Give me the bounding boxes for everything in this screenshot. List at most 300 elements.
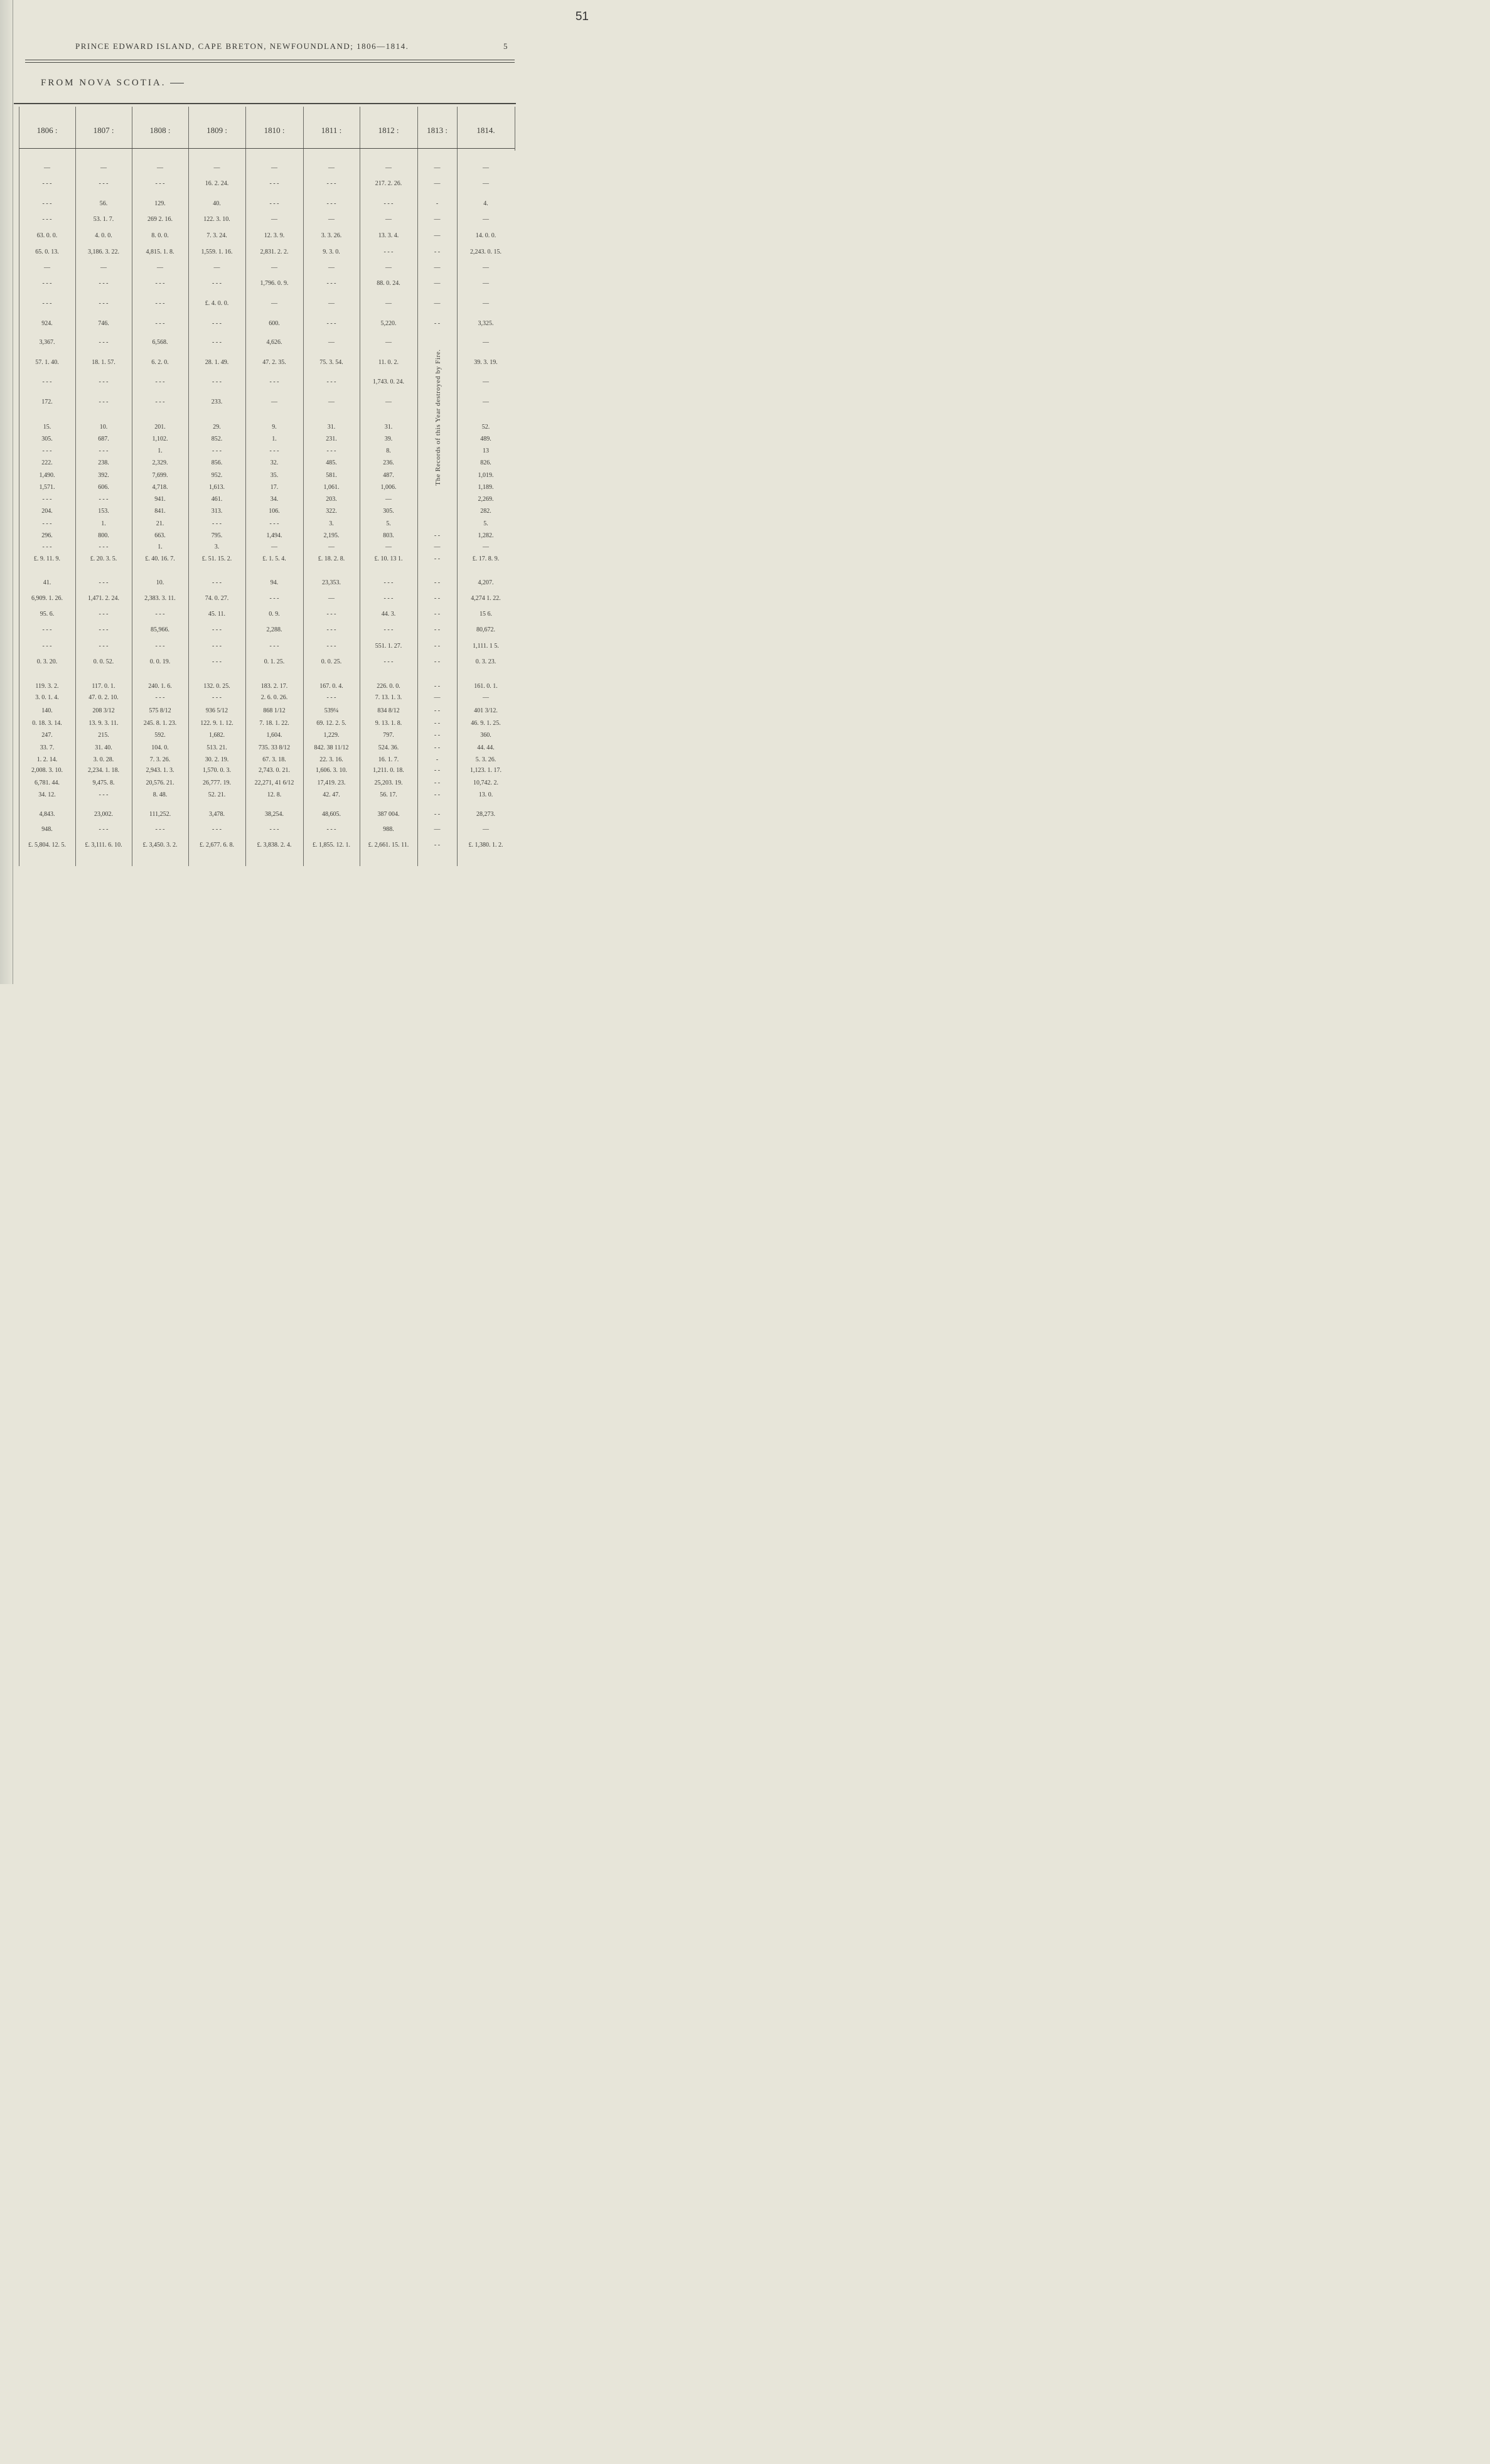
- table-cell: —: [271, 544, 277, 550]
- table-cell: —: [385, 300, 392, 307]
- year-header: 1812 :: [378, 126, 399, 135]
- table-cell: 25,203. 19.: [374, 779, 403, 786]
- table-cell: 56.: [99, 200, 108, 207]
- table-cell: - -: [434, 683, 441, 690]
- table-cell: 35.: [270, 472, 279, 479]
- table-cell: - - -: [212, 378, 222, 385]
- table-cell: 122. 3. 10.: [203, 216, 230, 223]
- table-cell: 392.: [98, 472, 109, 479]
- table-cell: 42. 47.: [323, 791, 340, 798]
- table-cell: 2,943. 1. 3.: [146, 767, 174, 774]
- table-cell: 0. 3. 23.: [475, 658, 496, 665]
- table-cell: —: [483, 339, 489, 346]
- table-cell: 245. 8. 1. 23.: [143, 720, 177, 727]
- table-cell: 952.: [211, 472, 223, 479]
- table-cell: 5. 3. 26.: [475, 756, 496, 763]
- table-cell: —: [434, 300, 441, 307]
- table-cell: 0. 0. 25.: [321, 658, 342, 665]
- table-cell: 16. 2. 24.: [205, 180, 229, 187]
- table-cell: 183. 2. 17.: [260, 683, 288, 690]
- table-cell: 9. 3. 0.: [323, 249, 340, 255]
- year-header: 1809 :: [206, 126, 227, 135]
- table-cell: - - -: [99, 611, 109, 618]
- table-top-rule: [14, 103, 516, 104]
- table-cell: 1,570. 0. 3.: [203, 767, 231, 774]
- header-rule: [19, 148, 515, 149]
- table-cell: 842. 38 11/12: [314, 744, 349, 751]
- table-cell: 29.: [213, 424, 221, 431]
- table-cell: 12. 8.: [267, 791, 282, 798]
- table-cell: - - -: [99, 496, 109, 503]
- table-cell: - - -: [99, 579, 109, 586]
- table-cell: 247.: [41, 732, 53, 739]
- table-cell: £. 3,838. 2. 4.: [257, 842, 292, 849]
- table-cell: 23,002.: [94, 811, 113, 818]
- table-cell: 215.: [98, 732, 109, 739]
- table-cell: - - -: [326, 378, 336, 385]
- table-cell: 322.: [326, 508, 337, 515]
- table-cell: £. 51. 15. 2.: [201, 555, 232, 562]
- table-cell: - -: [434, 779, 441, 786]
- table-cell: 7. 18. 1. 22.: [259, 720, 289, 727]
- table-cell: 2,195.: [323, 532, 340, 539]
- table-cell: 106.: [269, 508, 280, 515]
- table-cell: 1,123. 1. 17.: [470, 767, 501, 774]
- table-cell: 56. 17.: [380, 791, 397, 798]
- table-cell: 80,672.: [476, 626, 495, 633]
- table-cell: 48,605.: [322, 811, 341, 818]
- table-cell: - - -: [99, 280, 109, 287]
- table-cell: 305.: [383, 508, 394, 515]
- table-cell: 7,699.: [152, 472, 168, 479]
- table-cell: 10,742. 2.: [473, 779, 498, 786]
- table-cell: —: [434, 180, 441, 187]
- head-rule-bottom: [25, 62, 515, 63]
- table-cell: 28. 1. 49.: [205, 359, 229, 366]
- year-header: 1808 :: [149, 126, 171, 135]
- table-cell: - - -: [212, 320, 222, 327]
- table-cell: 6,781. 44.: [35, 779, 60, 786]
- table-cell: 4,843.: [39, 811, 55, 818]
- table-cell: - - -: [99, 378, 109, 385]
- table-cell: 834 8/12: [377, 707, 400, 714]
- table-cell: —: [100, 164, 107, 171]
- table-cell: 1,211. 0. 18.: [373, 767, 404, 774]
- table-cell: - -: [434, 842, 441, 849]
- table-cell: 1.: [101, 520, 106, 527]
- table-cell: £. 1,855. 12. 1.: [313, 842, 350, 849]
- table-cell: 129.: [154, 200, 166, 207]
- table-cell: —: [100, 264, 107, 271]
- table-cell: 45. 11.: [208, 611, 226, 618]
- table-cell: - - -: [155, 280, 165, 287]
- table-cell: 16. 1. 7.: [378, 756, 399, 763]
- table-cell: 21.: [156, 520, 164, 527]
- table-cell: 22,271, 41 6/12: [254, 779, 294, 786]
- table-cell: - -: [434, 732, 441, 739]
- table-cell: 663.: [154, 532, 166, 539]
- table-cell: £. 9. 11. 9.: [33, 555, 61, 562]
- table-cell: - - -: [383, 626, 394, 633]
- table-cell: 2,329.: [152, 459, 168, 466]
- table-cell: - -: [434, 579, 441, 586]
- table-cell: —: [271, 164, 277, 171]
- table-cell: 3,325.: [478, 320, 494, 327]
- running-head: [75, 41, 515, 51]
- table-cell: 1,682.: [209, 732, 225, 739]
- table-cell: 746.: [98, 320, 109, 327]
- table-cell: 122. 9. 1. 12.: [200, 720, 233, 727]
- table-cell: 4,207.: [478, 579, 494, 586]
- table-cell: - - -: [212, 658, 222, 665]
- table-cell: - - -: [212, 826, 222, 833]
- table-cell: 28,273.: [476, 811, 495, 818]
- table-cell: 2,243. 0. 15.: [470, 249, 501, 255]
- table-cell: - - -: [42, 378, 52, 385]
- table-cell: - - -: [155, 300, 165, 307]
- table-cell: 3.: [214, 544, 220, 550]
- table-cell: - - -: [383, 579, 394, 586]
- table-cell: £. 3,450. 3. 2.: [142, 842, 178, 849]
- table-cell: 1,282.: [478, 532, 494, 539]
- table-cell: 0. 0. 19.: [149, 658, 171, 665]
- table-cell: 5,220.: [380, 320, 397, 327]
- table-cell: £. 1. 5. 4.: [262, 555, 286, 562]
- table-cell: —: [483, 826, 489, 833]
- table-cell: —: [385, 264, 392, 271]
- table-cell: - -: [434, 595, 441, 602]
- table-cell: - - -: [42, 280, 52, 287]
- table-cell: —: [328, 164, 335, 171]
- table-cell: - - -: [99, 399, 109, 405]
- table-cell: 31. 40.: [95, 744, 112, 751]
- table-cell: 606.: [98, 484, 109, 491]
- table-cell: 0. 1. 25.: [264, 658, 285, 665]
- table-cell: 208 3/12: [92, 707, 115, 714]
- table-cell: —: [385, 399, 392, 405]
- table-cell: 1,613.: [209, 484, 225, 491]
- table-cell: 233.: [211, 399, 223, 405]
- table-cell: —: [483, 264, 489, 271]
- table-cell: - - -: [99, 626, 109, 633]
- table-cell: 20,576. 21.: [146, 779, 174, 786]
- table-cell: - -: [434, 643, 441, 650]
- table-cell: 52.: [481, 424, 490, 431]
- table-cell: -: [436, 200, 439, 207]
- table-cell: —: [385, 544, 392, 550]
- table-cell: —: [213, 164, 220, 171]
- table-cell: —: [157, 164, 163, 171]
- table-cell: -: [436, 756, 439, 763]
- year-header: 1806 :: [36, 126, 58, 135]
- table-cell: - - -: [326, 180, 336, 187]
- table-cell: £. 4. 0. 0.: [205, 300, 229, 307]
- table-cell: 74. 0. 27.: [205, 595, 229, 602]
- table-cell: 38,254.: [265, 811, 284, 818]
- table-cell: 201.: [154, 424, 166, 431]
- table-cell: 85,966.: [151, 626, 169, 633]
- table-cell: 14. 0. 0.: [475, 232, 496, 239]
- table-cell: 2,383. 3. 11.: [144, 595, 176, 602]
- table-cell: 539¼: [324, 707, 339, 714]
- table-cell: —: [385, 496, 392, 503]
- table-cell: - -: [434, 767, 441, 774]
- table-cell: 204.: [41, 508, 53, 515]
- table-cell: —: [271, 216, 277, 223]
- table-cell: 1,743. 0. 24.: [373, 378, 404, 385]
- table-cell: 222.: [41, 459, 53, 466]
- table-cell: 17,419. 23.: [317, 779, 346, 786]
- table-cell: - - -: [99, 643, 109, 650]
- table-cell: 132. 0. 25.: [203, 683, 230, 690]
- table-cell: 360.: [480, 732, 491, 739]
- table-cell: - - -: [212, 280, 222, 287]
- table-cell: 0. 9.: [269, 611, 280, 618]
- table-cell: £. 2,661. 15. 11.: [368, 842, 409, 849]
- table-cell: 841.: [154, 508, 166, 515]
- table-cell: 1,571.: [39, 484, 55, 491]
- table-cell: 231.: [326, 436, 337, 442]
- table-cell: 8.: [386, 447, 391, 454]
- table-cell: - - -: [42, 496, 52, 503]
- table-cell: £. 5,804. 12. 5.: [28, 842, 66, 849]
- table-cell: 3,186. 3. 22.: [88, 249, 119, 255]
- table-cell: £. 18. 2. 8.: [318, 555, 345, 562]
- table-cell: - - -: [269, 643, 279, 650]
- table-cell: - - -: [383, 658, 394, 665]
- table-cell: 57. 1. 40.: [35, 359, 59, 366]
- table-cell: 47. 2. 35.: [262, 359, 286, 366]
- table-cell: 217. 2. 26.: [375, 180, 402, 187]
- table-cell: 8. 0. 0.: [151, 232, 169, 239]
- table-cell: 41.: [43, 579, 51, 586]
- table-cell: —: [385, 339, 392, 346]
- table-cell: 15.: [43, 424, 51, 431]
- table-cell: 868 1/12: [263, 707, 286, 714]
- table-cell: - -: [434, 555, 441, 562]
- table-cell: - - -: [155, 611, 165, 618]
- table-cell: 161. 0. 1.: [474, 683, 498, 690]
- table-cell: - - -: [155, 320, 165, 327]
- table-cell: - -: [434, 532, 441, 539]
- table-cell: - - -: [212, 643, 222, 650]
- table-cell: 687.: [98, 436, 109, 442]
- table-cell: 2,234. 1. 18.: [88, 767, 119, 774]
- table-cell: 3. 0. 28.: [93, 756, 114, 763]
- table-cell: - -: [434, 249, 441, 255]
- table-cell: 797.: [383, 732, 394, 739]
- table-cell: 735. 33 8/12: [258, 744, 291, 751]
- table-cell: 2. 6. 0. 26.: [260, 694, 288, 701]
- table-cell: 31.: [384, 424, 393, 431]
- table-cell: - - -: [42, 626, 52, 633]
- section-title: FROM NOVA SCOTIA.: [41, 78, 184, 88]
- table-cell: —: [483, 280, 489, 287]
- table-cell: —: [328, 216, 335, 223]
- table-cell: 296.: [41, 532, 53, 539]
- table-cell: 40.: [213, 200, 221, 207]
- table-cell: 7. 3. 24.: [206, 232, 227, 239]
- table-cell: 69. 12. 2. 5.: [316, 720, 346, 727]
- table-cell: - - -: [326, 447, 336, 454]
- table-cell: 13. 0.: [478, 791, 493, 798]
- table-cell: 387 004.: [377, 811, 400, 818]
- table-cell: - -: [434, 720, 441, 727]
- table-cell: - - -: [99, 544, 109, 550]
- table-cell: - - -: [269, 378, 279, 385]
- table-cell: - - -: [155, 180, 165, 187]
- table-cell: 7. 3. 26.: [149, 756, 171, 763]
- table-cell: —: [157, 264, 163, 271]
- table-cell: 0. 3. 20.: [36, 658, 58, 665]
- year-header: 1814.: [476, 126, 495, 135]
- table-cell: - - -: [326, 320, 336, 327]
- page-number: 51: [575, 10, 589, 23]
- table-cell: 9,475. 8.: [92, 779, 115, 786]
- table-cell: —: [385, 216, 392, 223]
- table-cell: 6,909. 1. 26.: [31, 595, 63, 602]
- table-cell: 305.: [41, 436, 53, 442]
- table-cell: —: [483, 180, 489, 187]
- table-cell: 988.: [383, 826, 394, 833]
- table-cell: —: [328, 544, 335, 550]
- table-cell: 1.: [158, 447, 163, 454]
- table-cell: - - -: [326, 826, 336, 833]
- table-cell: —: [44, 264, 50, 271]
- table-cell: 4,718.: [152, 484, 168, 491]
- table-cell: 52. 21.: [208, 791, 226, 798]
- table-cell: £. 3,111. 6. 10.: [85, 842, 122, 849]
- table-cell: 1.: [158, 544, 163, 550]
- table-cell: 9. 13. 1. 8.: [375, 720, 402, 727]
- table-cell: 1,189.: [478, 484, 494, 491]
- table-cell: 5.: [483, 520, 488, 527]
- table-cell: - - -: [42, 544, 52, 550]
- table-cell: 88. 0. 24.: [377, 280, 400, 287]
- table-cell: 238.: [98, 459, 109, 466]
- table-cell: 485.: [326, 459, 337, 466]
- table-cell: 13. 3. 4.: [378, 232, 399, 239]
- book-binding: [0, 0, 13, 984]
- table-cell: 461.: [211, 496, 223, 503]
- table-cell: - - -: [326, 200, 336, 207]
- table-cell: 313.: [211, 508, 223, 515]
- table-cell: - - -: [269, 826, 279, 833]
- table-cell: 10.: [156, 579, 164, 586]
- vertical-note: The Records of this Year destroyed by Fire.: [434, 349, 442, 486]
- table-cell: 4.: [483, 200, 488, 207]
- table-cell: - - -: [99, 826, 109, 833]
- table-cell: —: [385, 164, 392, 171]
- table-cell: £. 20. 3. 5.: [90, 555, 117, 562]
- table-cell: 1,606. 3. 10.: [316, 767, 347, 774]
- table-cell: - - -: [99, 180, 109, 187]
- table-cell: 172.: [41, 399, 53, 405]
- table-cell: —: [483, 300, 489, 307]
- table-cell: 487.: [383, 472, 394, 479]
- table-cell: 1,229.: [323, 732, 340, 739]
- table-cell: 17.: [270, 484, 279, 491]
- table-cell: —: [434, 232, 441, 239]
- table-cell: - - -: [269, 200, 279, 207]
- table-cell: 269 2. 16.: [147, 216, 173, 223]
- table-cell: 3. 3. 26.: [321, 232, 342, 239]
- table-cell: —: [213, 264, 220, 271]
- table-cell: —: [328, 595, 335, 602]
- table-cell: 0. 18. 3. 14.: [32, 720, 62, 727]
- table-cell: —: [434, 216, 441, 223]
- table-cell: 34.: [270, 496, 279, 503]
- table-cell: —: [434, 264, 441, 271]
- table-cell: 167. 0. 4.: [319, 683, 343, 690]
- table-cell: —: [434, 826, 441, 833]
- table-cell: - -: [434, 658, 441, 665]
- table-cell: 153.: [98, 508, 109, 515]
- table-cell: 826.: [480, 459, 491, 466]
- table-cell: 46. 9. 1. 25.: [471, 720, 501, 727]
- table-cell: - - -: [326, 626, 336, 633]
- table-cell: 10.: [99, 424, 108, 431]
- table-cell: - - -: [212, 339, 222, 346]
- table-cell: 8. 48.: [153, 791, 168, 798]
- table-cell: 226. 0. 0.: [377, 683, 400, 690]
- table-cell: 63. 0. 0.: [36, 232, 58, 239]
- table-cell: 924.: [41, 320, 53, 327]
- table-cell: £. 10. 13 1.: [374, 555, 403, 562]
- table-cell: 3. 0. 1. 4.: [35, 694, 59, 701]
- table-cell: 2,269.: [478, 496, 494, 503]
- year-header: 1810 :: [264, 126, 285, 135]
- table-cell: 3,478.: [209, 811, 225, 818]
- table-cell: 119. 3. 2.: [35, 683, 59, 690]
- table-cell: —: [483, 694, 489, 701]
- table-cell: 1,604.: [266, 732, 282, 739]
- table-cell: 22. 3. 16.: [319, 756, 343, 763]
- table-cell: - - -: [99, 339, 109, 346]
- table-cell: 401 3/12.: [474, 707, 498, 714]
- table-cell: 4,815. 1. 8.: [146, 249, 174, 255]
- table-cell: 111,252.: [149, 811, 171, 818]
- table-cell: £. 2,677. 6. 8.: [200, 842, 234, 849]
- table-cell: - - -: [326, 694, 336, 701]
- table-cell: - - -: [212, 520, 222, 527]
- table-cell: 803.: [383, 532, 394, 539]
- table-cell: - - -: [383, 200, 394, 207]
- table-cell: —: [328, 300, 335, 307]
- table-cell: 800.: [98, 532, 109, 539]
- table-cell: - - -: [42, 180, 52, 187]
- table-cell: 1,111. 1 5.: [473, 643, 499, 650]
- table-cell: —: [483, 378, 489, 385]
- table-cell: - - -: [42, 447, 52, 454]
- table-cell: 140.: [41, 707, 53, 714]
- table-cell: 489.: [480, 436, 491, 442]
- table-cell: 33. 7.: [40, 744, 55, 751]
- running-head-title: PRINCE EDWARD ISLAND, CAPE BRETON, NEWFOUNDLAND; 1806—1814.: [75, 41, 409, 51]
- table-cell: 1. 2. 14.: [36, 756, 58, 763]
- table-cell: - - -: [42, 216, 52, 223]
- table-cell: - - -: [326, 611, 336, 618]
- table-cell: 39. 3. 19.: [474, 359, 498, 366]
- table-cell: 856.: [211, 459, 223, 466]
- table-cell: - - -: [383, 595, 394, 602]
- table-cell: 581.: [326, 472, 337, 479]
- table-cell: 95. 6.: [40, 611, 55, 618]
- table-cell: - - -: [42, 643, 52, 650]
- table-cell: - -: [434, 791, 441, 798]
- table-cell: - - -: [99, 791, 109, 798]
- table-cell: 47. 0. 2. 10.: [88, 694, 119, 701]
